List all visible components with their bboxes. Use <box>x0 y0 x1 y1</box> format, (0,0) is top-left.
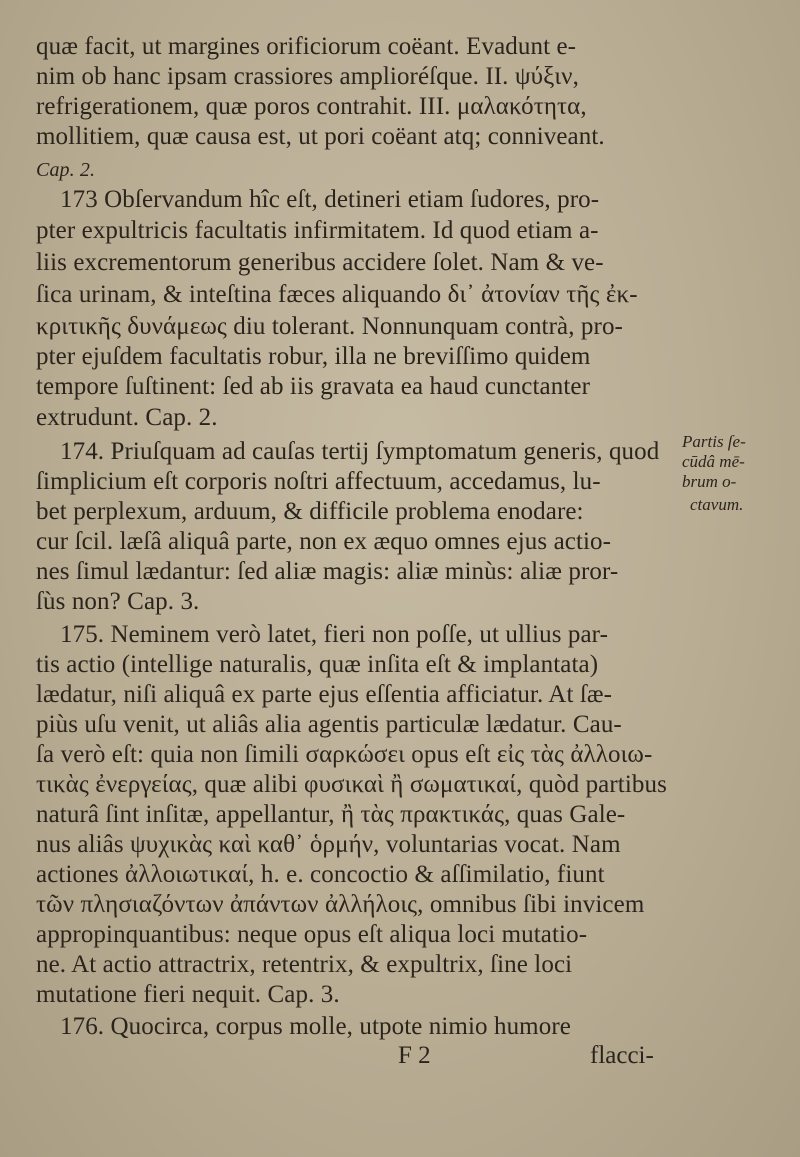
text-line: κριτικῆς δυνάμεως diu tolerant. Nonnunquam contrà, pro- <box>36 313 623 340</box>
text-line: appropinquantibus: neque opus eſt aliqua loci mutatio- <box>36 921 588 948</box>
text-line: pter ejuſdem facultatis robur, illa ne breviſſimo quidem <box>36 343 591 370</box>
text-line: tis actio (intellige naturalis, quæ inſita eſt & implantata) <box>36 651 599 678</box>
margin-note-line: brum o- <box>682 472 737 491</box>
text-line: lædatur, niſi aliquâ ex parte ejus eſſentia afficiatur. At ſæ- <box>36 681 613 708</box>
margin-note-line: Partis ſe- <box>682 432 746 451</box>
margin-note-line: cūdâ mē- <box>682 452 745 471</box>
text-line: ſa verò eſt: quia non ſimili σαρκώσει opus eſt εἰς τὰς ἀλλοιω- <box>36 741 653 768</box>
text-line: piùs uſu venit, ut aliâs alia agentis particulæ lædatur. Cau- <box>36 711 622 738</box>
paragraph-start-176: 176. Quocirca, corpus molle, utpote nimio humore <box>60 1013 571 1040</box>
text-line: actiones ἀλλοιωτικαί, h. e. concoctio & aſſimilatio, fiunt <box>36 861 605 888</box>
text-line: ſùs non? Cap. 3. <box>36 588 200 615</box>
text-line: τικὰς ἐνεργείας, quæ alibi φυσικαὶ ἢ σωματικαί, quòd partibus <box>36 771 667 798</box>
paragraph-start-174: 174. Priuſquam ad cauſas tertij ſymptomatum generis, quod <box>60 438 660 465</box>
text-line: ne. At actio attractrix, retentrix, & expultrix, ſine loci <box>36 951 573 978</box>
text-line: ſimplicium eſt corporis noſtri affectuum, accedamus, lu- <box>36 468 601 495</box>
text-line: nes ſimul lædantur: ſed aliæ magis: aliæ minùs: aliæ pror- <box>36 558 619 585</box>
text-line: mollitiem, quæ causa est, ut pori coëant atq; conniveant. <box>36 123 605 150</box>
chapter-reference: Cap. 2. <box>36 159 96 181</box>
catchword: flacci- <box>590 1042 654 1069</box>
text-line: nim ob hanc ipsam crassiores amplioréſque. II. ψύξιν, <box>36 63 579 90</box>
text-line: tempore ſuſtinent: ſed ab iis gravata ea haud cunctanter <box>36 373 590 400</box>
paragraph-start-173: 173 Obſervandum hîc eſt, detineri etiam ſudores, pro- <box>60 186 600 213</box>
text-line: bet perplexum, arduum, & difficile problema enodare: <box>36 498 584 525</box>
text-line: pter expultricis facultatis infirmitatem. Id quod etiam a- <box>36 217 599 244</box>
text-line: liis excrementorum generibus accidere ſolet. Nam & ve- <box>36 249 604 276</box>
margin-note-line: ctavum. <box>690 495 744 514</box>
text-line: extrudunt. Cap. 2. <box>36 404 218 431</box>
text-line: τῶν πλησιαζόντων ἀπάντων ἀλλήλοις, omnibus ſibi invicem <box>36 891 645 918</box>
text-line: quæ facit, ut margines orificiorum coëant. Evadunt e- <box>36 33 577 60</box>
paragraph-start-175: 175. Neminem verò latet, fieri non poſſe, ut ullius par- <box>60 621 609 648</box>
text-line: cur ſcil. læſâ aliquâ parte, non ex æquo omnes ejus actio- <box>36 528 612 555</box>
text-line: nus aliâs ψυχικὰς καὶ καθ᾽ ὁρμήν, voluntarias vocat. Nam <box>36 831 621 858</box>
text-line: refrigerationem, quæ poros contrahit. III. μαλακότητα, <box>36 93 587 120</box>
text-line: mutatione fieri nequit. Cap. 3. <box>36 981 340 1008</box>
text-line: ſica urinam, & inteſtina fæces aliquando δι᾽ ἀτονίαν τῆς ἐκ- <box>36 281 638 308</box>
signature-mark: F 2 <box>398 1042 431 1069</box>
text-line: naturâ ſint inſitæ, appellantur, ἢ τὰς πρακτικάς, quas Gale- <box>36 801 626 828</box>
